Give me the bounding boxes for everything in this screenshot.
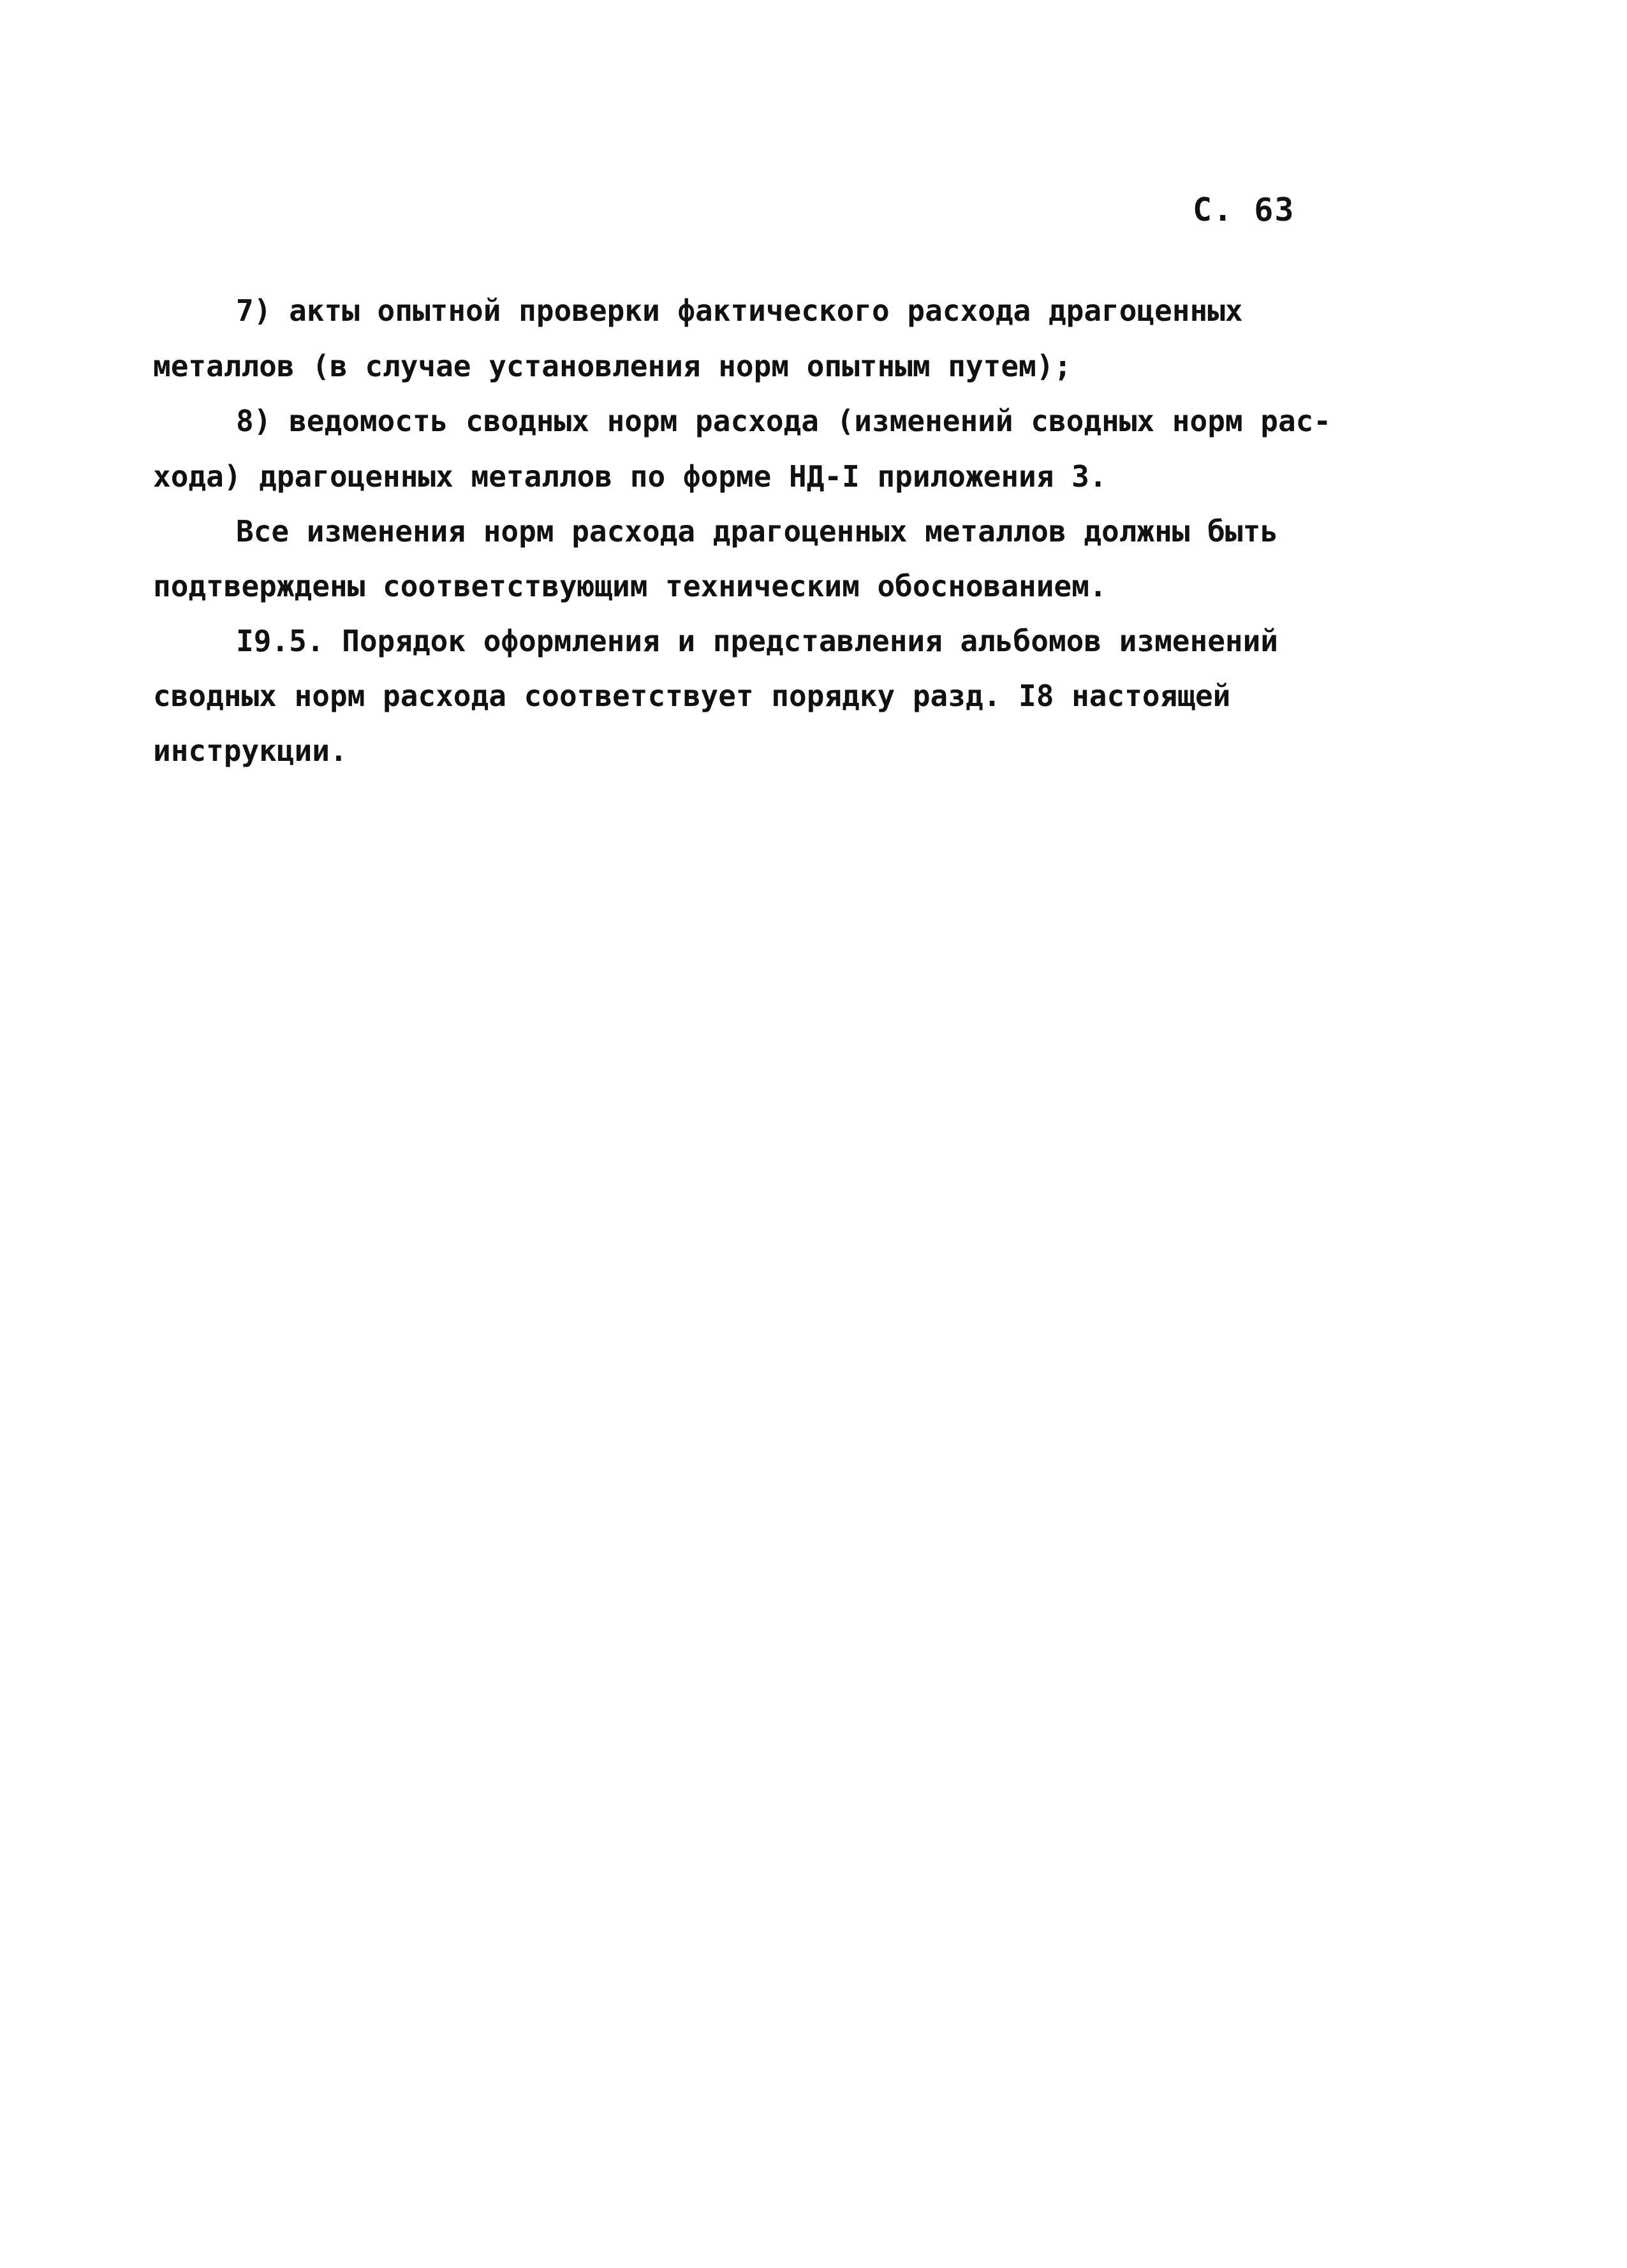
paragraph-changes-line-2: подтверждены соответствующим техническим обоснованием. bbox=[153, 569, 1107, 603]
section-19-5-line-2: сводных норм расхода соответствует порядку разд. I8 настоящей bbox=[153, 679, 1231, 713]
paragraph-8-line-1: 8) ведомость сводных норм расхода (изменений сводных норм рас- bbox=[236, 404, 1332, 438]
paragraph-8-line-2: хода) драгоценных металлов по форме НД-I приложения 3. bbox=[153, 459, 1107, 494]
section-19-5-line-1: I9.5. Порядок оформления и представления альбомов изменений bbox=[236, 624, 1278, 658]
section-19-5-line-3: инструкции. bbox=[153, 733, 348, 768]
paragraph-changes-line-1: Все изменения норм расхода драгоценных металлов должны быть bbox=[236, 514, 1278, 549]
page-number: С. 63 bbox=[1193, 191, 1295, 228]
paragraph-7-line-2: металлов (в случае установления норм опытным путем); bbox=[153, 349, 1072, 383]
paragraph-7-line-1: 7) акты опытной проверки фактического расхода драгоценных bbox=[236, 293, 1243, 328]
